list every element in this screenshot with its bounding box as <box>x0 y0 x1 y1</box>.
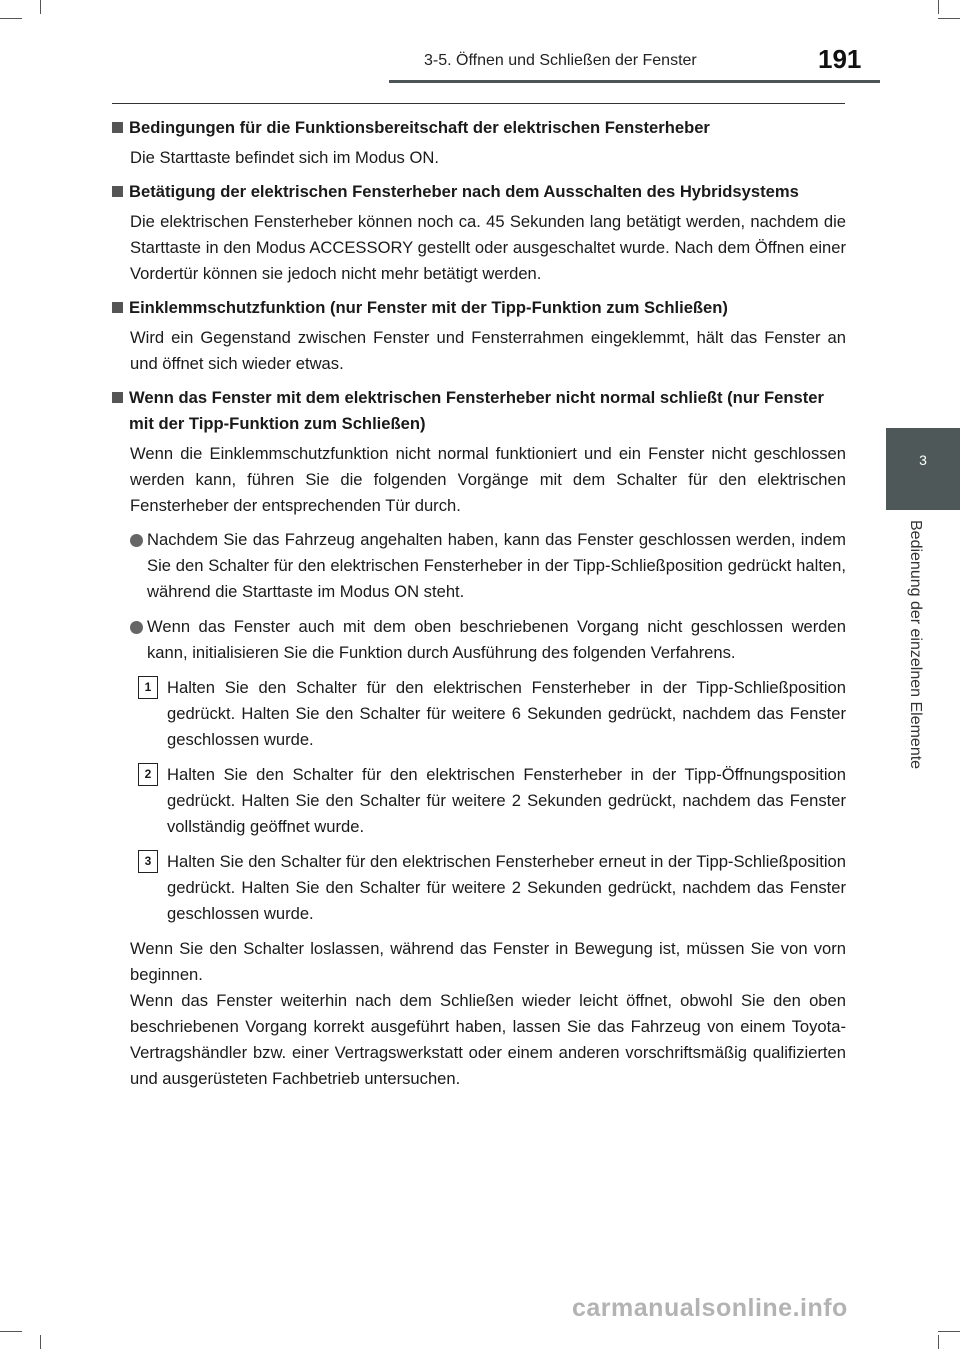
chapter-label: Bedienung der einzelnen Elemente <box>907 520 924 770</box>
header-rule <box>389 80 880 83</box>
square-bullet-icon <box>112 122 123 133</box>
crop-mark <box>40 0 41 14</box>
circle-bullet-icon <box>130 621 143 634</box>
bullet-text: Nachdem Sie das Fahrzeug angehalten haben, kann das Fenster geschlossen werden, indem Sie den Schalter für den elektrischen Fensterheber in der Tipp-Schließposition gedrückt halten, während die Starttaste im Modus ON steht. <box>147 530 846 601</box>
step-item <box>144 849 846 927</box>
step-text: Halten Sie den Schalter für den elektrischen Fensterheber in der Tipp-Öffnungsposition gedrückt. Halten Sie den Schalter für weitere 2 Sekunden gedrückt, nachdem das Fenster vollständig geöffnet wurde. <box>167 765 846 836</box>
section-heading-text: Bedingungen für die Funktionsbereitschaft der elektrischen Fensterheber <box>129 118 710 137</box>
section-heading-text: Wenn das Fenster mit dem elektrischen Fensterheber nicht normal schließt (nur Fenster mit der Tipp-Funktion zum Schließen) <box>129 388 824 433</box>
section-heading <box>112 295 846 321</box>
section-heading-text: Einklemmschutzfunktion (nur Fenster mit der Tipp-Funktion zum Schließen) <box>129 298 728 317</box>
crop-mark <box>40 1335 41 1349</box>
step-number-badge: 3 <box>138 850 158 873</box>
section-body: Die Starttaste befindet sich im Modus ON. <box>130 148 439 167</box>
section-heading <box>112 115 846 141</box>
section-body: Die elektrischen Fensterheber können noch ca. 45 Sekunden lang betätigt werden, nachdem die Starttaste in den Modus ACCESSORY gestellt oder ausgeschaltet wurde. Nach dem Öffnen einer Vordertür können sie jedoch nicht mehr betätigt werden. <box>130 212 846 283</box>
step-item <box>144 675 846 753</box>
closing-paragraph: Wenn das Fenster weiterhin nach dem Schließen wieder leicht öffnet, obwohl Sie den oben beschriebenen Vorgang korrekt ausgeführt haben, lassen Sie das Fahrzeug von einem Toyota-Vertragshändler bzw. einer Vertragswerkstatt oder einem anderen vorschriftsmäßig qualifizierten und ausgerüsteten Fachbetrieb untersuchen. <box>130 991 846 1088</box>
crop-mark <box>938 1331 960 1332</box>
header-title: 3-5. Öffnen und Schließen der Fenster <box>424 52 697 69</box>
crop-mark <box>938 18 960 19</box>
section-body: Wenn die Einklemmschutzfunktion nicht normal funktioniert und ein Fenster nicht geschlossen werden kann, führen Sie die folgenden Vorgänge mit dem Schalter für den elektrischen Fensterheber der entsprechenden Tür durch. <box>130 444 846 515</box>
closing-paragraph: Wenn Sie den Schalter loslassen, während das Fenster in Bewegung ist, müssen Sie von vorn beginnen. <box>130 939 846 984</box>
page-content <box>112 115 846 1092</box>
step-number-badge: 2 <box>138 763 158 786</box>
bullet-item <box>130 614 846 666</box>
crop-mark <box>938 0 939 14</box>
chapter-number: 3 <box>919 452 927 468</box>
step-text: Halten Sie den Schalter für den elektrischen Fensterheber erneut in der Tipp-Schließposition gedrückt. Halten Sie den Schalter für weitere 2 Sekunden gedrückt, nachdem das Fenster geschlossen wurde. <box>167 852 846 923</box>
bullet-text: Wenn das Fenster auch mit dem oben beschriebenen Vorgang nicht geschlossen werden kann, initialisieren Sie die Funktion durch Ausführung des folgenden Verfahrens. <box>147 617 846 662</box>
step-item <box>144 762 846 840</box>
section-heading-text: Betätigung der elektrischen Fensterheber nach dem Ausschalten des Hybridsystems <box>129 182 799 201</box>
content-top-rule <box>112 103 845 104</box>
page-number: 191 <box>818 44 862 74</box>
step-number-badge: 1 <box>138 676 158 699</box>
crop-mark <box>938 1335 939 1349</box>
bullet-item <box>130 527 846 605</box>
chapter-tab <box>886 428 960 510</box>
square-bullet-icon <box>112 186 123 197</box>
section-body: Wird ein Gegenstand zwischen Fenster und Fensterrahmen eingeklemmt, hält das Fenster an und öffnet sich wieder etwas. <box>130 328 846 373</box>
watermark: carmanualsonline.info <box>572 1294 848 1322</box>
section-heading <box>112 179 846 205</box>
crop-mark <box>0 1331 22 1332</box>
closing-notes <box>130 936 846 1092</box>
square-bullet-icon <box>112 392 123 403</box>
crop-mark <box>0 18 22 19</box>
section-heading <box>112 385 846 437</box>
square-bullet-icon <box>112 302 123 313</box>
step-text: Halten Sie den Schalter für den elektrischen Fensterheber in der Tipp-Schließposition gedrückt. Halten Sie den Schalter für weitere 6 Sekunden gedrückt, nachdem das Fenster geschlossen wurde. <box>167 678 846 749</box>
circle-bullet-icon <box>130 534 143 547</box>
